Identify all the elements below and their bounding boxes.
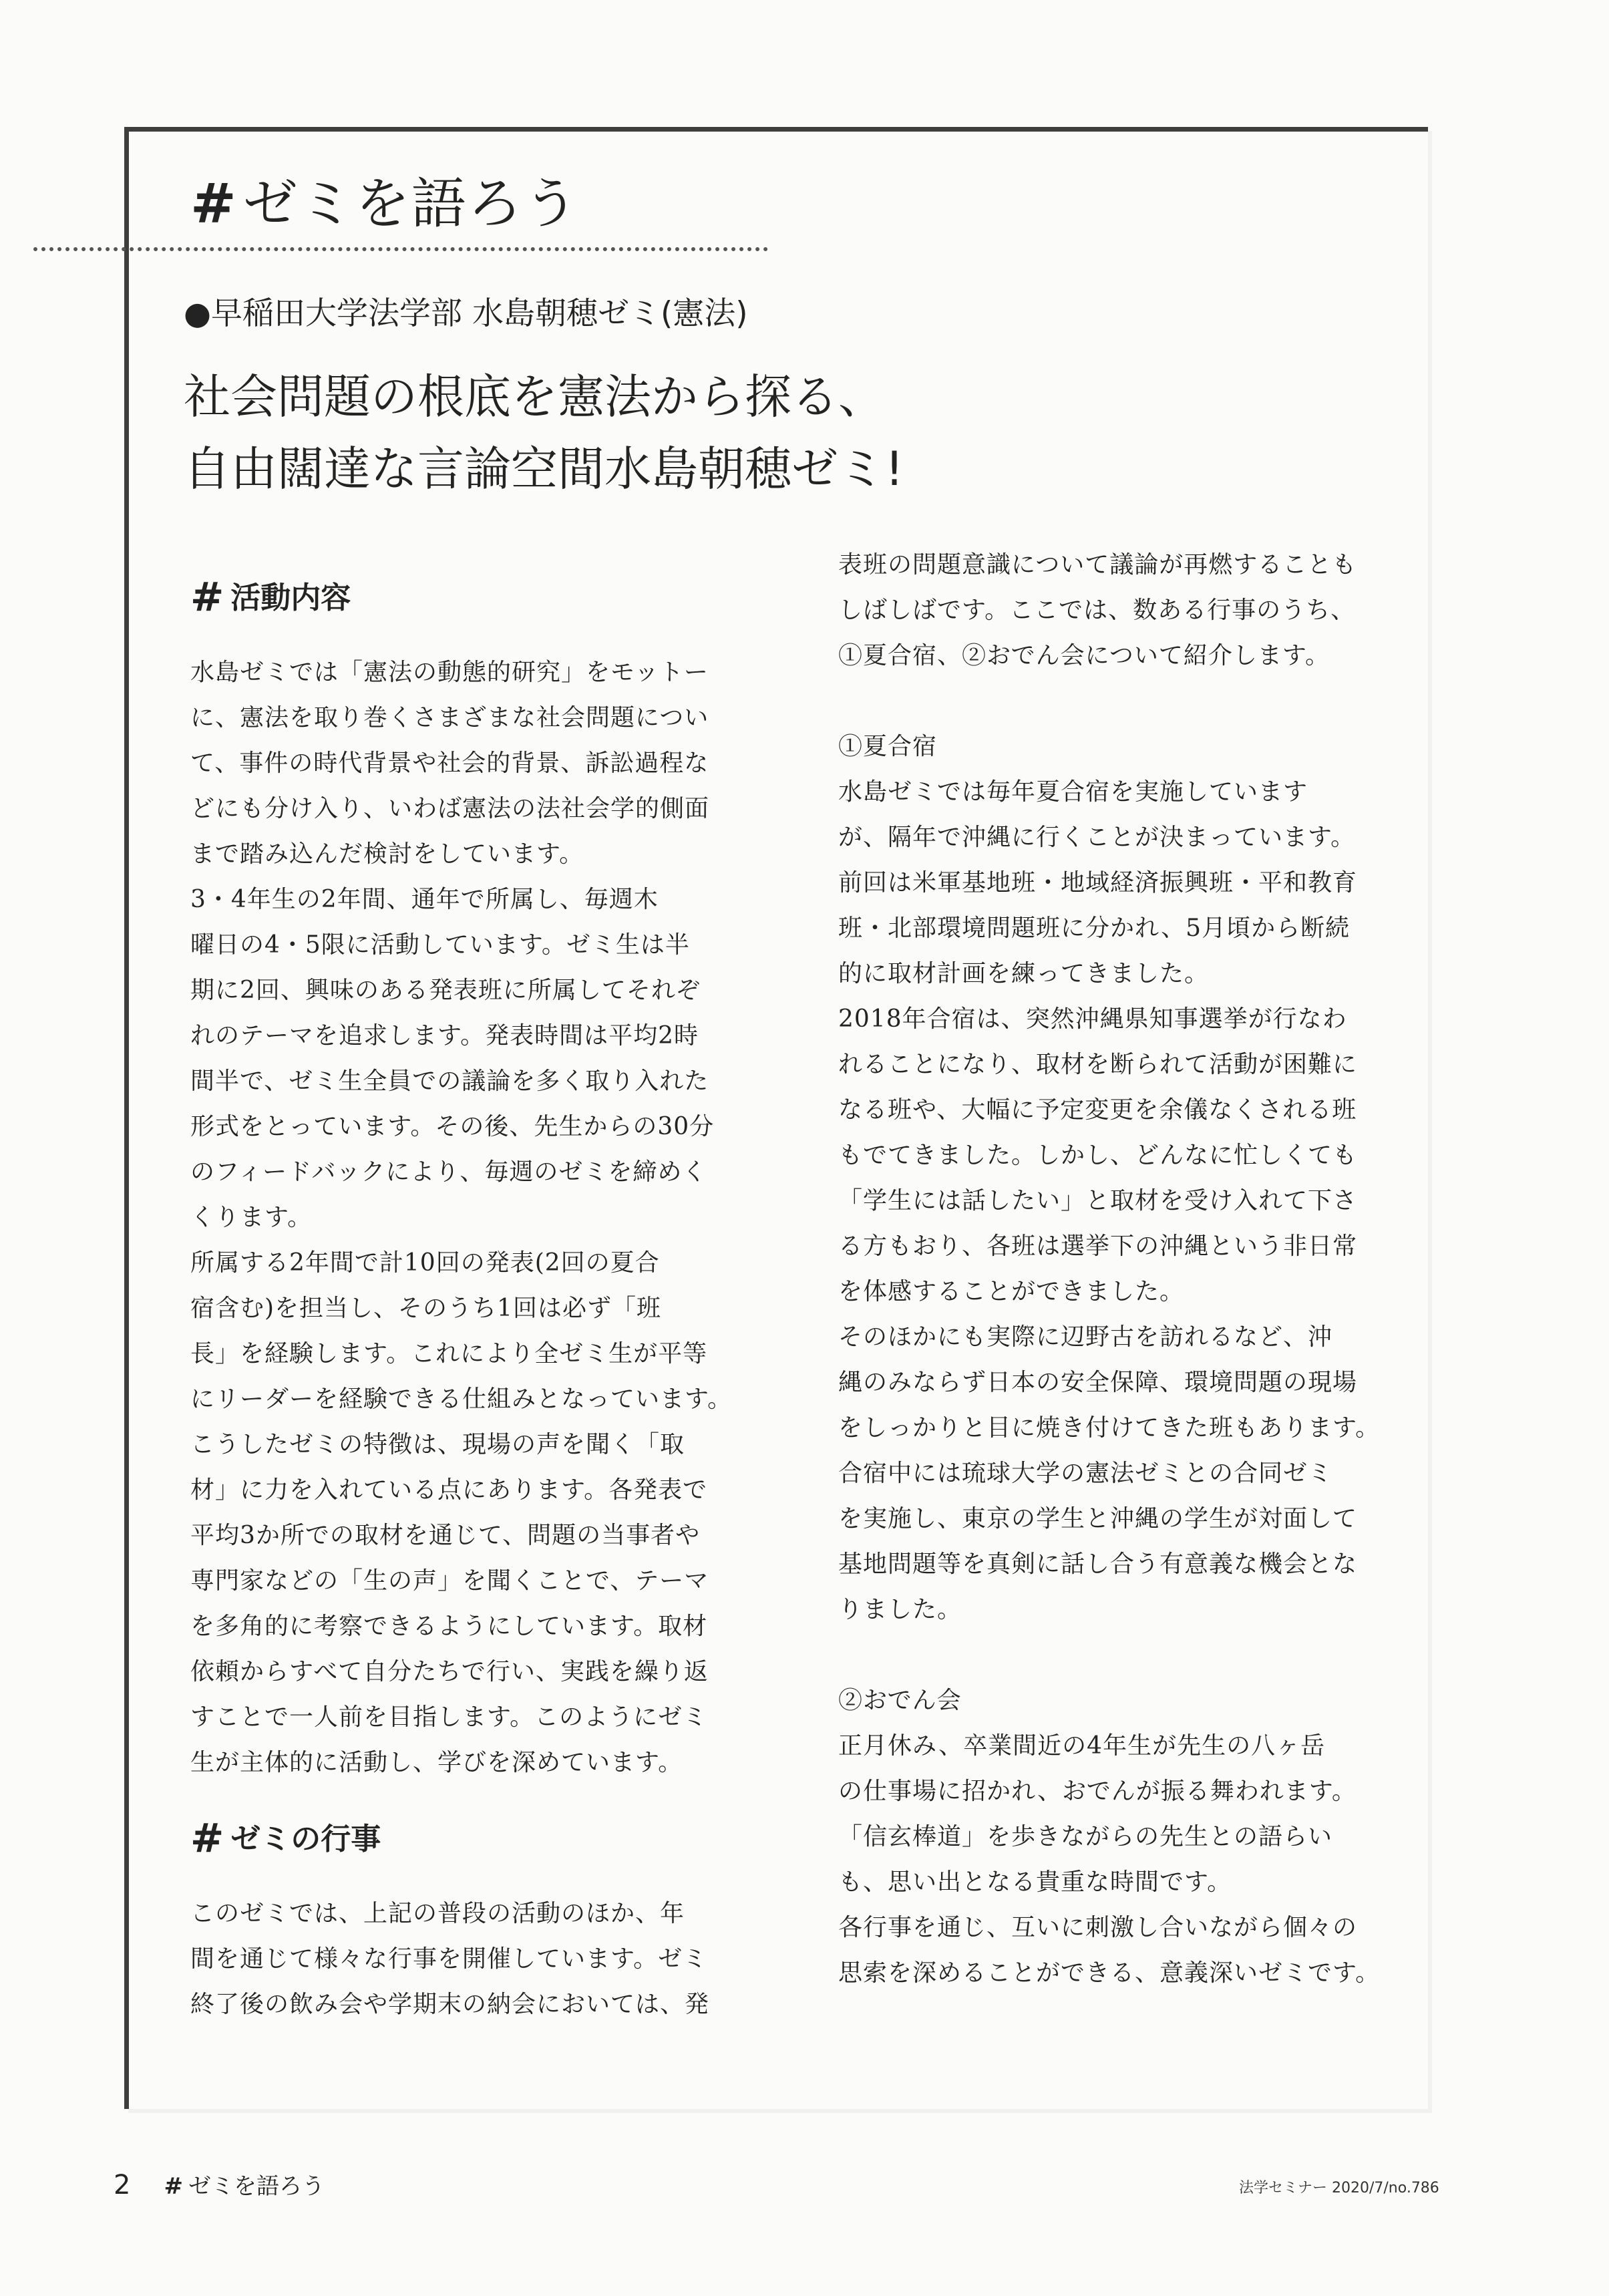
- page-number: 2: [114, 2170, 131, 2200]
- text-line: が、隔年で沖縄に行くことが決まっています。: [838, 824, 1356, 851]
- text-line: る方もおり、各班は選挙下の沖縄という非日常: [838, 1233, 1358, 1260]
- text-line: 間半で、ゼミ生全員での議論を多く取り入れた: [190, 1068, 709, 1095]
- text-line: 期に2回、興味のある発表班に所属してそれぞ: [190, 977, 701, 1004]
- text-line: 終了後の飲み会や学期末の納会においては、発: [190, 1991, 710, 2018]
- hash-mark: #: [164, 2173, 183, 2200]
- text-line: なる班や、大幅に予定変更を余儀なくされる班: [838, 1096, 1357, 1124]
- banner-title: [190, 160, 580, 238]
- headline-line: 自由闊達な言論空間水島朝穂ゼミ!: [184, 442, 904, 496]
- text-line: 所属する2年間で計10回の発表(2回の夏合: [190, 1249, 660, 1277]
- text-line: れることになり、取材を断られて活動が困難に: [838, 1051, 1358, 1078]
- text-line: くります。: [190, 1204, 313, 1231]
- issue-label: 法学セミナー 2020/7/no.786: [1239, 2180, 1439, 2196]
- text-line: 基地問題等を真剣に話し合う有意義な機会とな: [838, 1550, 1358, 1578]
- text-line: 「信玄棒道」を歩きながらの先生との語らい: [838, 1823, 1333, 1850]
- text-line: 班・北部環境問題班に分かれ、5月頃から断続: [838, 915, 1351, 942]
- byline: ●早稲田大学法学部 水島朝穂ゼミ(憲法): [184, 295, 748, 332]
- subsection-label-oden: ②おでん会: [838, 1687, 962, 1714]
- text-line: をしっかりと目に焼き付けてきた班もあります。: [838, 1414, 1381, 1442]
- title-dotted-rule: [33, 247, 768, 251]
- section-heading-activity: # 活動内容: [190, 574, 351, 621]
- text-line: 間を通じて様々な行事を開催しています。ゼミ: [190, 1945, 708, 1973]
- text-line: 表班の問題意識について議論が再燃することも: [838, 551, 1357, 579]
- text-line: 「学生には話したい」と取材を受け入れて下さ: [838, 1187, 1358, 1214]
- text-line: こうしたゼミの特徴は、現場の声を聞く「取: [190, 1431, 685, 1458]
- hash-mark: #: [190, 574, 224, 621]
- text-line: 宿含む)を担当し、そのうち1回は必ず「班: [190, 1295, 661, 1322]
- text-line: もでてきました。しかし、どんなに忙しくても: [838, 1142, 1358, 1169]
- text-line: を実施し、東京の学生と沖縄の学生が対面して: [838, 1505, 1358, 1532]
- subsection-label-camp: ①夏合宿: [838, 733, 938, 760]
- banner-title-text: ゼミを語ろう: [242, 172, 580, 236]
- text-line: を体感することができました。: [838, 1278, 1185, 1305]
- text-line: 長」を経験します。これにより全ゼミ生が平等: [190, 1340, 708, 1367]
- text-line: を多角的に考察できるようにしています。取材: [190, 1613, 708, 1640]
- text-line: 形式をとっています。その後、先生からの30分: [190, 1113, 715, 1140]
- text-line: 前回は米軍基地班・地域経済振興班・平和教育: [838, 869, 1358, 896]
- text-line: しばしばです。ここでは、数ある行事のうち、: [838, 597, 1356, 624]
- text-line: まで踏み込んだ検討をしています。: [190, 840, 584, 868]
- text-line: どにも分け入り、いわば憲法の法社会学的側面: [190, 795, 710, 822]
- text-line: 正月休み、卒業間近の4年生が先生の八ヶ岳: [838, 1732, 1326, 1760]
- text-line: 専門家などの「生の声」を聞くことで、テーマ: [190, 1567, 709, 1595]
- text-line: れのテーマを追求します。発表時間は平均2時: [190, 1022, 699, 1049]
- text-line: も、思い出となる貴重な時間です。: [838, 1868, 1232, 1896]
- hash-mark: #: [190, 1815, 224, 1862]
- page-footer: [114, 2168, 325, 2200]
- right-column: [838, 542, 1443, 1996]
- text-line: のフィードバックにより、毎週のゼミを締めく: [190, 1158, 707, 1186]
- hash-mark: #: [190, 172, 238, 236]
- headline: [184, 361, 904, 505]
- text-line: 2018年合宿は、突然沖縄県知事選挙が行なわ: [838, 1005, 1347, 1033]
- text-line: 平均3か所での取材を通じて、問題の当事者や: [190, 1522, 701, 1549]
- text-line: ①夏合宿、②おでん会について紹介します。: [838, 642, 1330, 669]
- text-line: に、憲法を取り巻くさまざまな社会問題につい: [190, 704, 709, 731]
- footer-section-title: # ゼミを語ろう: [164, 2173, 325, 2200]
- text-line: すことで一人前を目指します。このようにゼミ: [190, 1703, 708, 1731]
- text-line: 曜日の4・5限に活動しています。ゼミ生は半: [190, 931, 690, 959]
- text-line: このゼミでは、上記の普段の活動のほか、年: [190, 1900, 685, 1927]
- text-line: 生が主体的に活動し、学びを深めています。: [190, 1749, 683, 1776]
- text-line: 水島ゼミでは「憲法の動態的研究」をモットー: [190, 659, 709, 686]
- text-line: 材」に力を入れている点にあります。各発表で: [190, 1476, 708, 1504]
- text-line: にリーダーを経験できる仕組みとなっています。: [190, 1385, 733, 1413]
- text-line: 縄のみならず日本の安全保障、環境問題の現場: [838, 1369, 1358, 1396]
- text-line: 的に取材計画を練ってきました。: [838, 960, 1210, 987]
- text-line: 合宿中には琉球大学の憲法ゼミとの合同ゼミ: [838, 1460, 1333, 1487]
- section-heading-events: # ゼミの行事: [190, 1815, 381, 1862]
- text-line: 水島ゼミでは毎年夏合宿を実施しています: [838, 778, 1308, 806]
- text-line: の仕事場に招かれ、おでんが振る舞われます。: [838, 1778, 1357, 1805]
- text-line: 依頼からすべて自分たちで行い、実践を繰り返: [190, 1658, 709, 1685]
- text-line: て、事件の時代背景や社会的背景、訴訟過程な: [190, 750, 709, 777]
- headline-line: 社会問題の根底を憲法から探る、: [184, 369, 885, 424]
- left-column: [190, 571, 795, 2027]
- text-line: 3・4年生の2年間、通年で所属し、毎週木: [190, 886, 659, 913]
- text-line: 各行事を通じ、互いに刺激し合いながら個々の: [838, 1914, 1358, 1941]
- text-line: そのほかにも実際に辺野古を訪れるなど、沖: [838, 1323, 1333, 1351]
- text-line: りました。: [838, 1596, 962, 1623]
- text-line: 思索を深めることができる、意義深いゼミです。: [838, 1959, 1381, 1987]
